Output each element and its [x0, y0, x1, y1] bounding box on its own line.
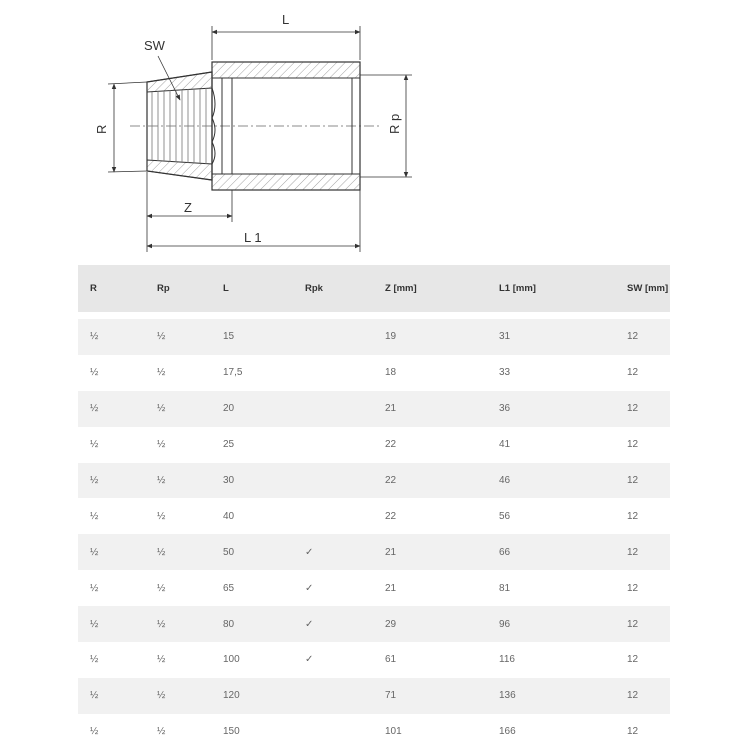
cell-r: ½	[78, 678, 145, 714]
cell-z: 21	[373, 391, 487, 427]
cell-z: 22	[373, 498, 487, 534]
cell-l1: 33	[487, 355, 615, 391]
cell-sw: 12	[615, 427, 670, 463]
cell-r: ½	[78, 427, 145, 463]
cell-sw: 12	[615, 606, 670, 642]
cell-l: 100	[211, 642, 293, 678]
cell-rpk	[293, 678, 373, 714]
dimension-L	[212, 26, 360, 60]
cell-rp: ½	[145, 498, 211, 534]
cell-l: 25	[211, 427, 293, 463]
cell-sw: 12	[615, 642, 670, 678]
header-rpk: Rpk	[293, 265, 373, 312]
cell-r: ½	[78, 498, 145, 534]
cell-sw: 12	[615, 678, 670, 714]
cell-rp: ½	[145, 355, 211, 391]
cell-l: 150	[211, 714, 293, 750]
table-body	[78, 312, 670, 750]
cell-sw: 12	[615, 534, 670, 570]
cell-rp: ½	[145, 678, 211, 714]
cell-rp: ½	[145, 391, 211, 427]
cell-rpk: ✓	[293, 534, 373, 570]
table-row	[78, 570, 670, 606]
table-row	[78, 606, 670, 642]
cell-sw: 12	[615, 391, 670, 427]
cell-rp: ½	[145, 606, 211, 642]
cell-l: 30	[211, 463, 293, 499]
header-l1: L1 [mm]	[487, 265, 615, 312]
table-row	[78, 355, 670, 391]
cell-l: 50	[211, 534, 293, 570]
label-R: R	[94, 124, 109, 134]
cell-z: 29	[373, 606, 487, 642]
dimension-table	[78, 265, 670, 750]
label-L: L	[282, 12, 290, 27]
cell-rp: ½	[145, 319, 211, 355]
cell-l1: 116	[487, 642, 615, 678]
table-row	[78, 714, 670, 750]
fitting-technical-drawing	[0, 0, 750, 262]
cell-r: ½	[78, 570, 145, 606]
thread-bottom-section	[147, 160, 212, 180]
cell-l1: 96	[487, 606, 615, 642]
cell-z: 71	[373, 678, 487, 714]
cell-sw: 12	[615, 463, 670, 499]
cell-l1: 66	[487, 534, 615, 570]
cell-z: 21	[373, 570, 487, 606]
bottom-wall-section	[212, 174, 360, 190]
table-row	[78, 534, 670, 570]
cell-rpk	[293, 319, 373, 355]
cell-z: 61	[373, 642, 487, 678]
cell-rp: ½	[145, 534, 211, 570]
header-z: Z [mm]	[373, 265, 487, 312]
cell-l: 20	[211, 391, 293, 427]
dimension-R	[108, 82, 147, 172]
cell-z: 101	[373, 714, 487, 750]
cell-rp: ½	[145, 570, 211, 606]
cell-r: ½	[78, 606, 145, 642]
cell-l: 120	[211, 678, 293, 714]
cell-rpk	[293, 714, 373, 750]
cell-z: 22	[373, 427, 487, 463]
cell-l1: 36	[487, 391, 615, 427]
cell-r: ½	[78, 391, 145, 427]
cell-z: 19	[373, 319, 487, 355]
table-row	[78, 678, 670, 714]
cell-r: ½	[78, 355, 145, 391]
cell-l: 65	[211, 570, 293, 606]
cell-rpk	[293, 427, 373, 463]
cell-l: 40	[211, 498, 293, 534]
cell-rpk: ✓	[293, 570, 373, 606]
cell-rpk	[293, 498, 373, 534]
cell-z: 22	[373, 463, 487, 499]
header-r: R	[78, 265, 145, 312]
cell-l1: 81	[487, 570, 615, 606]
table-row	[78, 391, 670, 427]
cell-rp: ½	[145, 714, 211, 750]
cell-r: ½	[78, 714, 145, 750]
cell-l: 15	[211, 319, 293, 355]
label-L1: L 1	[244, 230, 262, 245]
label-Z: Z	[184, 200, 192, 215]
cell-l: 80	[211, 606, 293, 642]
cell-l1: 46	[487, 463, 615, 499]
cell-rpk	[293, 391, 373, 427]
table-row	[78, 427, 670, 463]
label-Rp: R p	[387, 113, 402, 134]
label-SW: SW	[144, 38, 165, 53]
cell-r: ½	[78, 463, 145, 499]
cell-sw: 12	[615, 714, 670, 750]
cell-sw: 12	[615, 355, 670, 391]
cell-z: 18	[373, 355, 487, 391]
cell-rpk: ✓	[293, 606, 373, 642]
table-header	[78, 265, 670, 312]
thread-top-section	[147, 72, 212, 92]
cell-l1: 41	[487, 427, 615, 463]
cell-rpk	[293, 463, 373, 499]
cell-r: ½	[78, 319, 145, 355]
header-l: L	[211, 265, 293, 312]
cell-z: 21	[373, 534, 487, 570]
cell-sw: 12	[615, 498, 670, 534]
cell-l1: 166	[487, 714, 615, 750]
cell-sw: 12	[615, 570, 670, 606]
cell-rp: ½	[145, 463, 211, 499]
header-sw: SW [mm]	[615, 265, 670, 312]
header-rp: Rp	[145, 265, 211, 312]
cell-r: ½	[78, 642, 145, 678]
table-row	[78, 463, 670, 499]
cell-l: 17,5	[211, 355, 293, 391]
cell-rpk	[293, 355, 373, 391]
cell-rpk: ✓	[293, 642, 373, 678]
cell-l1: 56	[487, 498, 615, 534]
table-row	[78, 642, 670, 678]
cell-rp: ½	[145, 427, 211, 463]
cell-l1: 31	[487, 319, 615, 355]
cell-sw: 12	[615, 319, 670, 355]
top-wall-section	[212, 62, 360, 78]
cell-rp: ½	[145, 642, 211, 678]
cell-r: ½	[78, 534, 145, 570]
table-row	[78, 498, 670, 534]
table-row	[78, 319, 670, 355]
cell-l1: 136	[487, 678, 615, 714]
